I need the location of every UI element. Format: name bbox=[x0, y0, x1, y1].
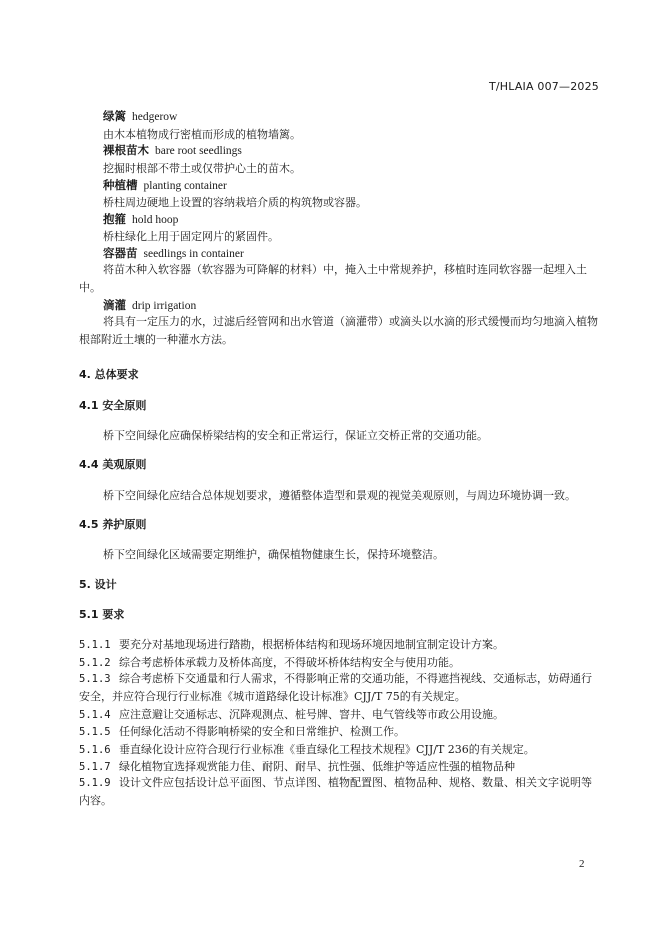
term-en: seedlings in container bbox=[143, 248, 244, 260]
clause-number: 5.1.4 bbox=[79, 709, 111, 721]
clause-number: 5.1.1 bbox=[79, 639, 111, 651]
clause-text: 综合考虑桥下交通量和行人需求，不得影响正常的交通功能，不得遮挡视线、交通标志，妨碍通行安全，并应符合现行行业标准《城市道路绿化设计标准》CJJ/T 75的有关规定。 bbox=[79, 672, 592, 703]
clause-number: 5.1.5 bbox=[79, 726, 111, 738]
paragraph: 桥下空间绿化应确保桥梁结构的安全和正常运行，保证立交桥正常的交通功能。 bbox=[103, 429, 488, 442]
clause-number: 5.1.7 bbox=[79, 761, 111, 773]
term-heading bbox=[103, 211, 178, 227]
term-en: bare root seedlings bbox=[155, 145, 242, 157]
term-definition: 桥柱绿化上用于固定网片的紧固件。 bbox=[103, 230, 279, 243]
clause-text: 应注意避让交通标志、沉降观测点、桩号牌、窨井、电气管线等市政公用设施。 bbox=[119, 708, 504, 721]
clause-number: 5.1.6 bbox=[79, 744, 111, 756]
term-heading bbox=[103, 297, 196, 313]
term-en: drip irrigation bbox=[132, 300, 197, 312]
paragraph: 桥下空间绿化应结合总体规划要求，遵循整体造型和景观的视觉美观原则，与周边环境协调一致。 bbox=[103, 489, 576, 502]
section-heading: 5. 设计 bbox=[79, 578, 117, 591]
page-number: 2 bbox=[579, 858, 585, 870]
section-heading: 4. 总体要求 bbox=[79, 368, 139, 381]
term-definition: 将苗木种入软容器（软容器为可降解的材料）中，掩入土中常规养护，移植时连同软容器一起埋入土中。 bbox=[79, 263, 587, 294]
list-item bbox=[79, 741, 535, 757]
subsection-heading: 4.4 美观原则 bbox=[79, 458, 147, 471]
term-en: planting container bbox=[143, 180, 227, 192]
term-heading bbox=[103, 177, 227, 193]
subsection-heading: 4.1 安全原则 bbox=[79, 399, 147, 412]
term-en: hold hoop bbox=[132, 214, 179, 226]
term-definition: 挖掘时根部不带土或仅带护心土的苗木。 bbox=[103, 162, 301, 175]
list-item bbox=[79, 723, 405, 739]
clause-number: 5.1.3 bbox=[79, 673, 111, 685]
clause-text: 垂直绿化设计应符合现行行业标准《垂直绿化工程技术规程》CJJ/T 236的有关规定。 bbox=[119, 743, 535, 756]
term-zh: 种植槽 bbox=[103, 178, 138, 192]
term-heading bbox=[103, 245, 244, 261]
term-zh: 抱箍 bbox=[103, 212, 126, 226]
term-definition: 桥柱周边硬地上设置的容纳栽培介质的构筑物或容器。 bbox=[103, 196, 367, 209]
term-heading bbox=[103, 108, 177, 124]
clause-text: 设计文件应包括设计总平面图、节点详图、植物配置图、植物品种、规格、数量、相关文字说明等内容。 bbox=[79, 776, 592, 807]
list-item bbox=[79, 774, 601, 810]
clause-text: 绿化植物宜选择观赏能力佳、耐阴、耐旱、抗性强、低维护等适应性强的植物品种 bbox=[119, 760, 515, 773]
list-item bbox=[79, 636, 504, 652]
list-item bbox=[79, 758, 515, 774]
paragraph: 桥下空间绿化区域需要定期维护，确保植物健康生长，保持环境整洁。 bbox=[103, 548, 444, 561]
clause-text: 任何绿化活动不得影响桥梁的安全和日常维护、检测工作。 bbox=[119, 725, 405, 738]
term-definition: 由木本植物成行密植而形成的植物墙篱。 bbox=[103, 128, 301, 141]
list-item bbox=[79, 706, 504, 722]
clause-text: 要充分对基地现场进行踏勘，根据桥体结构和现场环境因地制宜制定设计方案。 bbox=[119, 638, 504, 651]
term-zh: 裸根苗木 bbox=[103, 143, 149, 157]
term-definition: 将具有一定压力的水，过滤后经管网和出水管道（滴灌带）或滴头以水滴的形式缓慢而均匀地滴入植物根部附近土壤的一种灌水方法。 bbox=[79, 315, 598, 346]
clause-number: 5.1.2 bbox=[79, 657, 111, 669]
subsection-heading: 5.1 要求 bbox=[79, 608, 125, 621]
term-zh: 滴灌 bbox=[103, 298, 126, 312]
clause-number: 5.1.9 bbox=[79, 777, 111, 789]
list-item bbox=[79, 670, 601, 706]
subsection-heading: 4.5 养护原则 bbox=[79, 518, 147, 531]
term-zh: 绿篱 bbox=[103, 109, 126, 123]
term-heading bbox=[103, 142, 242, 158]
document-code: T/HLAIA 007—2025 bbox=[488, 80, 599, 93]
list-item bbox=[79, 654, 460, 670]
term-en: hedgerow bbox=[132, 111, 178, 123]
clause-text: 综合考虑桥体承载力及桥体高度，不得破坏桥体结构安全与使用功能。 bbox=[119, 656, 460, 669]
term-zh: 容器苗 bbox=[103, 246, 138, 260]
